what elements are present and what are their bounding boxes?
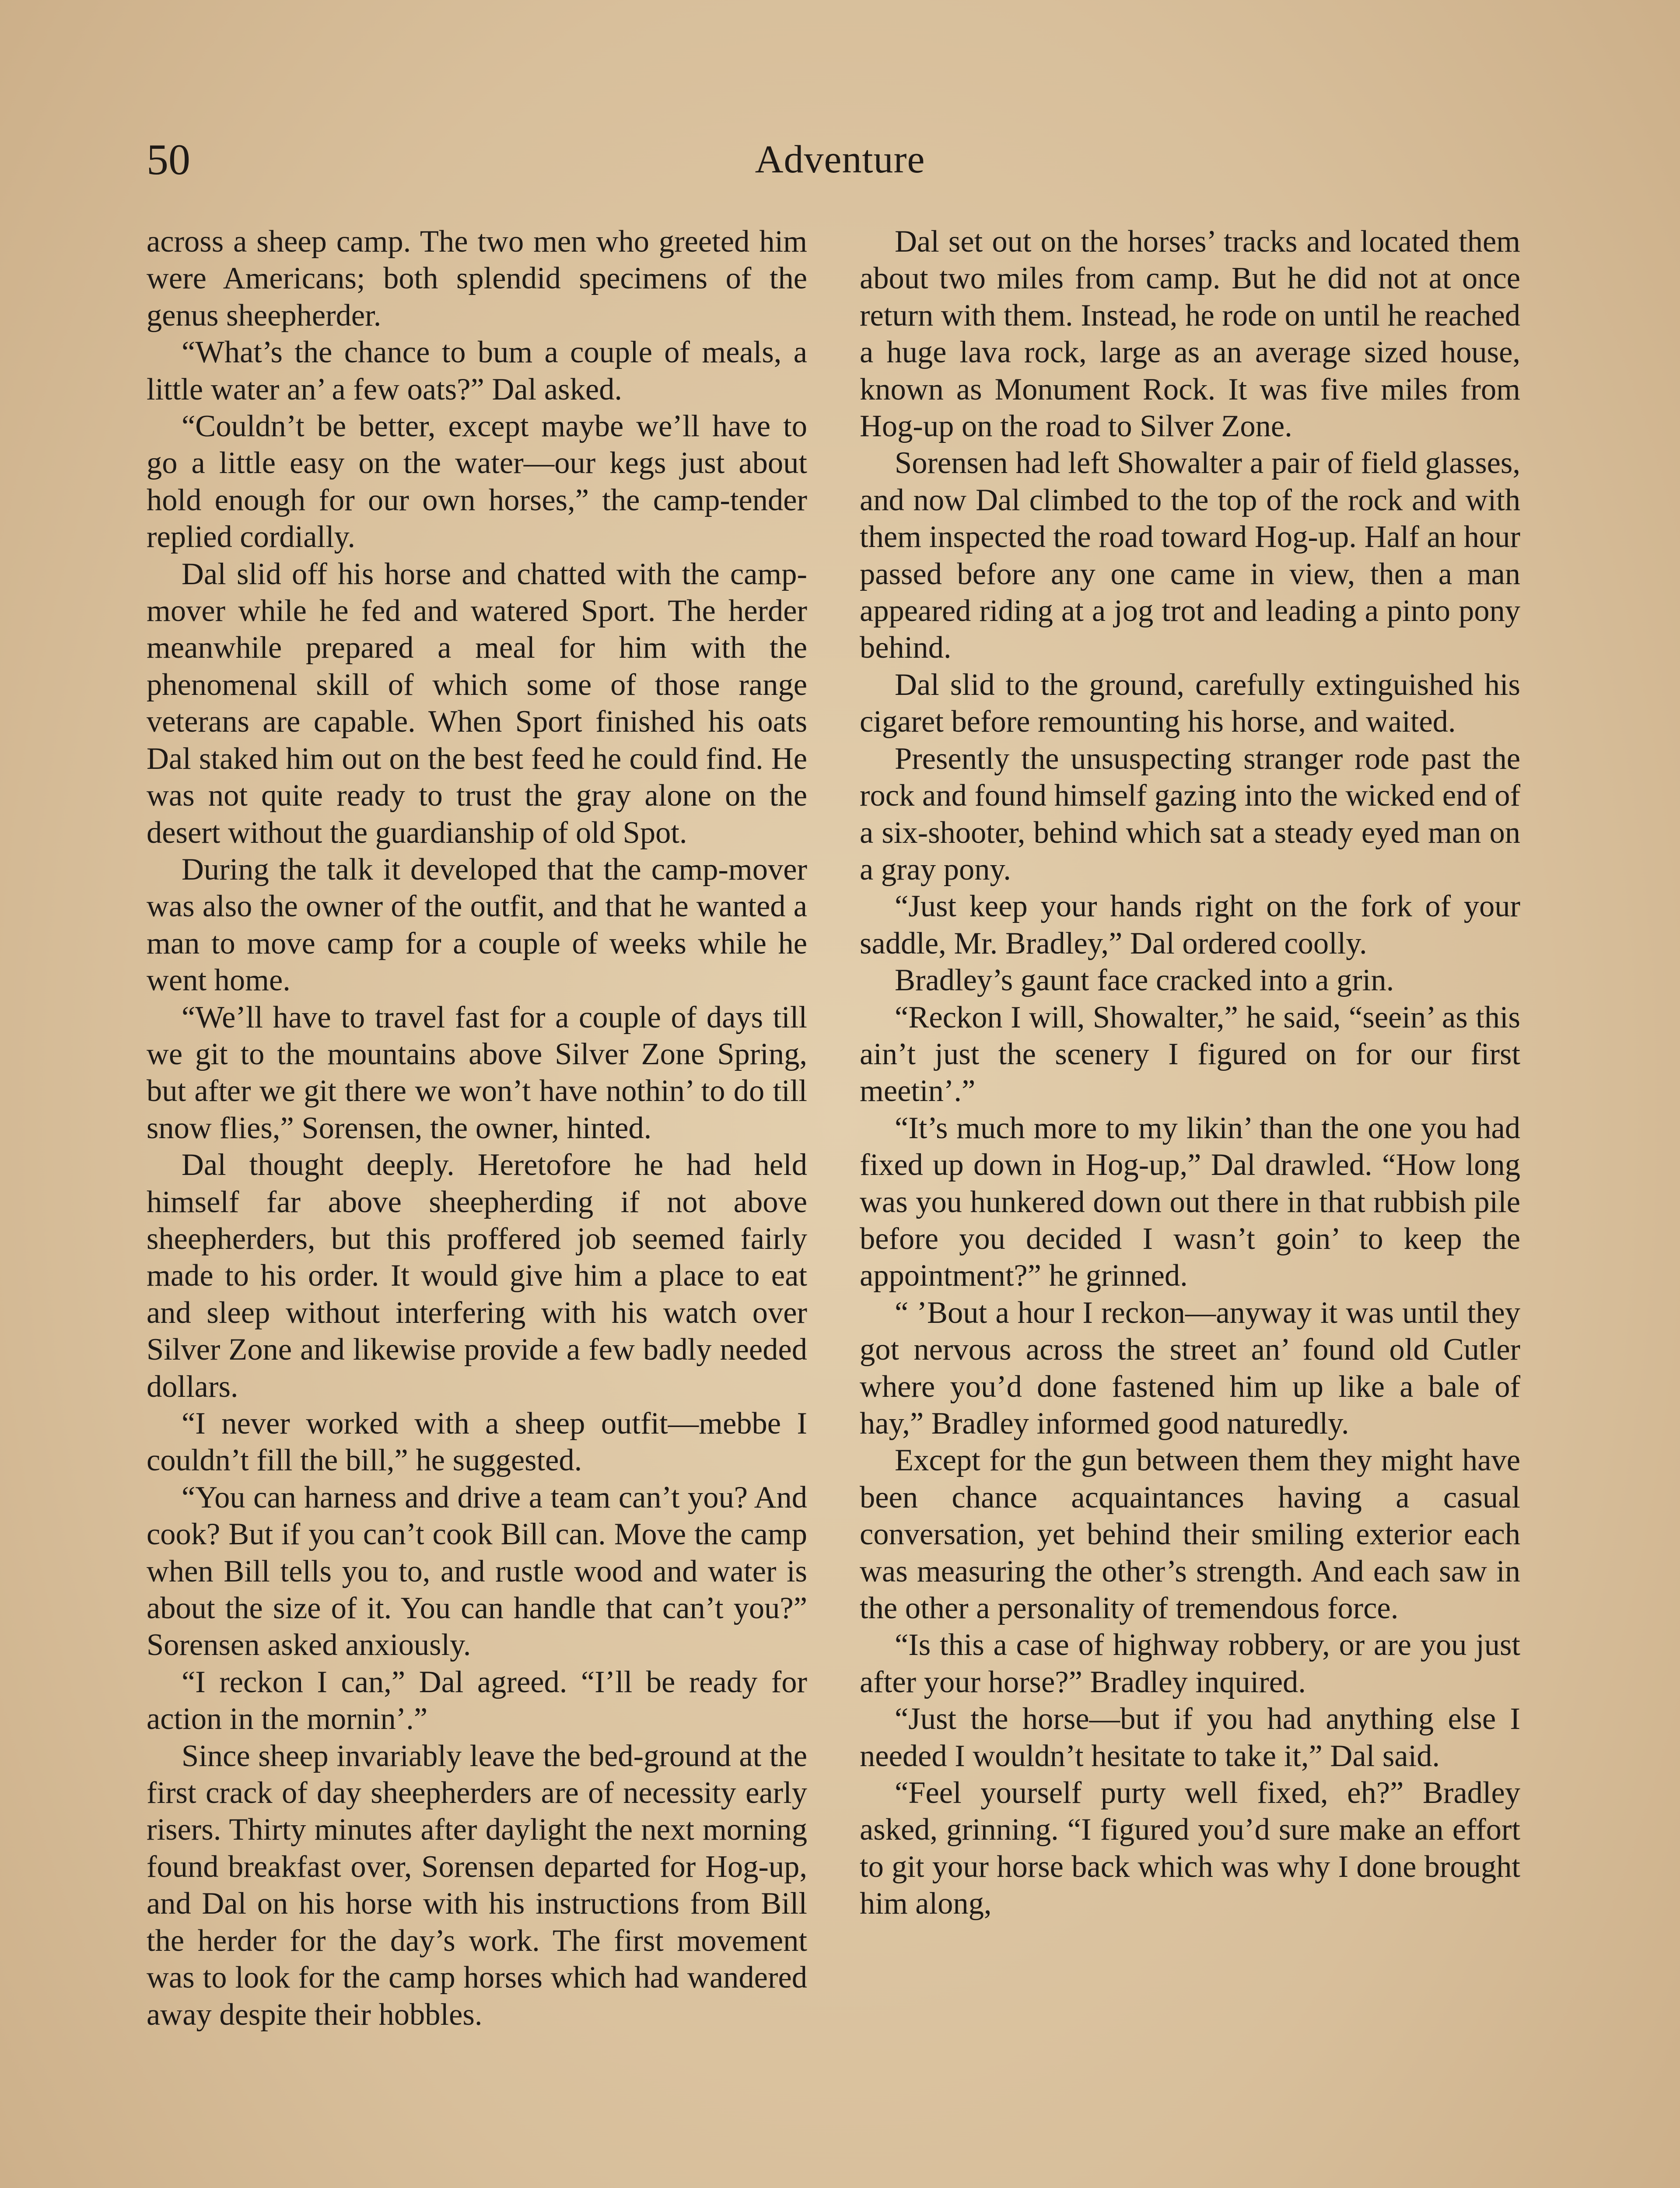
paragraph: “Just the horse—but if you had anything else I needed I wouldn’t hesitate to take it,” Dal said. <box>860 1702 1520 1773</box>
paragraph: “You can harness and drive a team can’t you? And cook? But if you can’t cook Bill can. Move the camp when Bill tells you to, and rustle wood and water is about the size of it. You can handle that can’t you?” Sorensen asked anxiously. <box>147 1480 807 1662</box>
paragraph: Since sheep invariably leave the bed-ground at the first crack of day sheepherders are of necessity early risers. Thirty minutes after daylight the next morning found breakfast over, Sorensen departed for Hog-up, and Dal on his horse with his instructions from Bill the herder for the day’s work. The first movement was to look for the camp horses which had wandered away despite their hobbles. <box>147 1739 807 2032</box>
running-title: Adventure <box>755 138 925 181</box>
paragraph: Dal set out on the horses’ tracks and located them about two miles from camp. But he did not at once return with them. Instead, he rode on until he reached a huge lava rock, large as an average sized house, known as Monument Rock. It was five miles from Hog-up on the road to Silver Zone. <box>860 224 1520 444</box>
paragraph: “I never worked with a sheep outfit—mebbe I couldn’t fill the bill,” he suggested. <box>147 1406 807 1478</box>
left-column <box>147 223 807 2033</box>
paragraph: across a sheep camp. The two men who greeted him were Americans; both splendid specimens of the genus sheepherder. <box>147 224 807 333</box>
paragraph: “Reckon I will, Showalter,” he said, “seein’ as this ain’t just the scenery I figured on for our first meetin’.” <box>860 1000 1520 1108</box>
paragraph: Dal slid off his horse and chatted with the camp-mover while he fed and watered Sport. The herder meanwhile prepared a meal for him with the phenomenal skill of which some of those range veterans are capable. When Sport finished his oats Dal staked him out on the best feed he could find. He was not quite ready to trust the gray alone on the desert without the guardianship of old Spot. <box>147 557 807 850</box>
paragraph: Sorensen had left Showalter a pair of field glasses, and now Dal climbed to the top of the rock and with them inspected the road toward Hog-up. Half an hour passed before any one came in view, then a man appeared riding at a jog trot and leading a pinto pony behind. <box>860 446 1520 665</box>
paragraph: “Couldn’t be better, except maybe we’ll have to go a little easy on the water—our kegs just about hold enough for our own horses,” the camp-tender replied cordially. <box>147 409 807 554</box>
paragraph: “I reckon I can,” Dal agreed. “I’ll be ready for action in the mornin’.” <box>147 1665 807 1736</box>
paragraph: “What’s the chance to bum a couple of meals, a little water an’ a few oats?” Dal asked. <box>147 335 807 407</box>
paragraph: Dal slid to the ground, carefully extinguished his cigaret before remounting his horse, and waited. <box>860 667 1520 739</box>
paragraph: “Feel yourself purty well fixed, eh?” Bradley asked, grinning. “I figured you’d sure make an effort to git your horse back which was why I done brought him along, <box>860 1776 1520 1921</box>
paragraph: “Just keep your hands right on the fork of your saddle, Mr. Bradley,” Dal ordered coolly. <box>860 889 1520 961</box>
page-number: 50 <box>147 135 190 184</box>
paragraph: “We’ll have to travel fast for a couple of days till we git to the mountains above Silver Zone Spring, but after we git there we won’t have nothin’ to do till snow flies,” Sorensen, the owner, hinted. <box>147 1000 807 1145</box>
page-header <box>0 127 1680 193</box>
paragraph: Except for the gun between them they might have been chance acquaintances having a casual conversation, yet behind their smiling exterior each was measuring the other’s strength. And each saw in the other a personality of tremendous force. <box>860 1443 1520 1626</box>
paragraph: During the talk it developed that the camp-mover was also the owner of the outfit, and that he wanted a man to move camp for a couple of weeks while he went home. <box>147 852 807 998</box>
paragraph: “ ’Bout a hour I reckon—anyway it was until they got nervous across the street an’ found old Cutler where you’d done fastened him up like a bale of hay,” Bradley informed good naturedly. <box>860 1295 1520 1441</box>
paragraph: “Is this a case of highway robbery, or are you just after your horse?” Bradley inquired. <box>860 1628 1520 1699</box>
paragraph: “It’s much more to my likin’ than the one you had fixed up down in Hog-up,” Dal drawled. “How long was you hunkered down out there in that rubbish pile before you decided I wasn’t goin’ to keep the appointment?” he grinned. <box>860 1111 1520 1293</box>
paragraph: Dal thought deeply. Heretofore he had held himself far above sheepherding if not above sheepherders, but this proffered job seemed fairly made to his order. It would give him a place to eat and sleep without interfering with his watch over Silver Zone and likewise provide a few badly needed dollars. <box>147 1148 807 1404</box>
right-column <box>860 223 1520 1922</box>
paragraph: Bradley’s gaunt face cracked into a grin. <box>895 963 1394 998</box>
paragraph: Presently the unsuspecting stranger rode past the rock and found himself gazing into the wicked end of a six-shooter, behind which sat a steady eyed man on a gray pony. <box>860 741 1520 887</box>
